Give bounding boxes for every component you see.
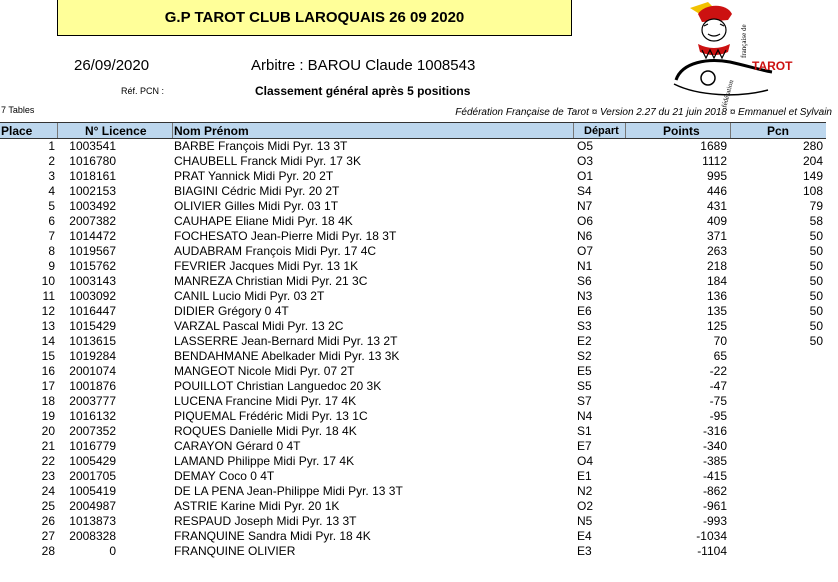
- cell-nom: DIDIER Grégory 0 4T: [174, 304, 289, 318]
- cell-points: 135: [706, 304, 727, 318]
- cell-depart: E7: [577, 439, 592, 453]
- cell-nom: PRAT Yannick Midi Pyr. 20 2T: [174, 169, 334, 183]
- table-row: [0, 214, 838, 229]
- cell-licence: 1001876: [69, 379, 116, 393]
- cell-place: 28: [41, 544, 55, 558]
- cell-place: 3: [48, 169, 55, 183]
- table-row: [0, 244, 838, 259]
- cell-place: 9: [48, 259, 55, 273]
- col-header-pcn: Pcn: [767, 124, 790, 138]
- ranking-table: [0, 139, 838, 559]
- table-row: [0, 424, 838, 439]
- cell-nom: AUDABRAM François Midi Pyr. 17 4C: [174, 244, 377, 258]
- cell-licence: 1003092: [69, 289, 116, 303]
- cell-licence: 1013873: [69, 514, 116, 528]
- cell-pcn: 50: [809, 289, 823, 303]
- cell-nom: BENDAHMANE Abelkader Midi Pyr. 13 3K: [174, 349, 400, 363]
- table-row: [0, 334, 838, 349]
- cell-licence: 2008328: [69, 529, 116, 543]
- cell-nom: FOCHESATO Jean-Pierre Midi Pyr. 18 3T: [174, 229, 397, 243]
- ref-pcn-label: Réf. PCN :: [121, 86, 165, 96]
- cell-nom: BIAGINI Cédric Midi Pyr. 20 2T: [174, 184, 340, 198]
- cell-licence: 2001074: [69, 364, 116, 378]
- cell-depart: S6: [577, 274, 592, 288]
- cell-points: 431: [706, 199, 727, 213]
- cell-pcn: 79: [809, 199, 823, 213]
- cell-pcn: 204: [802, 154, 823, 168]
- classement-subtitle: Classement général après 5 positions: [255, 84, 471, 98]
- cell-depart: N2: [577, 484, 593, 498]
- cell-nom: CANIL Lucio Midi Pyr. 03 2T: [174, 289, 325, 303]
- cell-licence: 1002153: [69, 184, 116, 198]
- cell-licence: 1015429: [69, 319, 116, 333]
- cell-place: 25: [41, 499, 55, 513]
- cell-place: 7: [48, 229, 55, 243]
- cell-depart: O5: [577, 139, 594, 153]
- cell-points: 218: [706, 259, 727, 273]
- table-row: [0, 319, 838, 334]
- cell-nom: DEMAY Coco 0 4T: [174, 469, 275, 483]
- cell-licence: 1016780: [69, 154, 116, 168]
- cell-pcn: 50: [809, 274, 823, 288]
- col-header-points: Points: [663, 124, 700, 138]
- arbitre-label: Arbitre : BAROU Claude 1008543: [251, 57, 476, 74]
- table-row: [0, 544, 838, 559]
- cell-points: 125: [706, 319, 727, 333]
- table-row: [0, 364, 838, 379]
- cell-points: 1689: [700, 139, 727, 153]
- cell-depart: N3: [577, 289, 593, 303]
- cell-place: 11: [42, 289, 55, 303]
- cell-place: 18: [41, 394, 55, 408]
- table-row: [0, 289, 838, 304]
- table-row: [0, 199, 838, 214]
- cell-points: -862: [702, 484, 727, 498]
- table-row: [0, 349, 838, 364]
- cell-points: 263: [706, 244, 727, 258]
- cell-points: -316: [702, 424, 727, 438]
- cell-depart: O2: [577, 499, 594, 513]
- cell-licence: 1003143: [69, 274, 116, 288]
- table-row: [0, 409, 838, 424]
- cell-nom: RESPAUD Joseph Midi Pyr. 13 3T: [174, 514, 357, 528]
- cell-depart: O3: [577, 154, 594, 168]
- cell-pcn: 149: [802, 169, 823, 183]
- cell-nom: PIQUEMAL Frédéric Midi Pyr. 13 1C: [174, 409, 368, 423]
- cell-licence: 1019567: [69, 244, 116, 258]
- cell-place: 26: [41, 514, 55, 528]
- cell-nom: ASTRIE Karine Midi Pyr. 20 1K: [174, 499, 340, 513]
- cell-licence: 1018161: [69, 169, 116, 183]
- cell-licence: 2007352: [69, 424, 116, 438]
- cell-pcn: 50: [809, 244, 823, 258]
- table-row: [0, 139, 838, 154]
- cell-place: 15: [41, 349, 55, 363]
- cell-place: 8: [48, 244, 55, 258]
- cell-points: 371: [706, 229, 727, 243]
- table-row: [0, 259, 838, 274]
- cell-licence: 2001705: [69, 469, 116, 483]
- cell-depart: O6: [577, 214, 594, 228]
- cell-depart: S2: [577, 349, 592, 363]
- col-header-place: Place: [1, 124, 33, 138]
- table-row: [0, 229, 838, 244]
- cell-place: 4: [48, 184, 55, 198]
- cell-depart: E6: [577, 304, 592, 318]
- cell-pcn: 58: [809, 214, 823, 228]
- cell-place: 13: [41, 319, 55, 333]
- cell-depart: E3: [577, 544, 592, 558]
- cell-points: 65: [713, 349, 727, 363]
- cell-licence: 1005419: [69, 484, 116, 498]
- cell-place: 5: [48, 199, 55, 213]
- table-header: [0, 122, 826, 139]
- cell-points: -1034: [696, 529, 727, 543]
- cell-place: 20: [41, 424, 55, 438]
- cell-depart: N7: [577, 199, 593, 213]
- cell-nom: CARAYON Gérard 0 4T: [174, 439, 301, 453]
- cell-place: 19: [41, 409, 55, 423]
- cell-pcn: 50: [809, 334, 823, 348]
- cell-nom: LASSERRE Jean-Bernard Midi Pyr. 13 2T: [174, 334, 398, 348]
- federation-credit: Fédération Française de Tarot ¤ Version 2.27 du 21 juin 2018 ¤ Emmanuel et Sylvain: [455, 107, 832, 118]
- col-header-depart: Départ: [584, 125, 619, 137]
- cell-pcn: 50: [809, 229, 823, 243]
- cell-points: -993: [702, 514, 727, 528]
- table-row: [0, 169, 838, 184]
- cell-nom: CAUHAPE Eliane Midi Pyr. 18 4K: [174, 214, 353, 228]
- cell-licence: 1003541: [69, 139, 116, 153]
- table-row: [0, 184, 838, 199]
- cell-depart: N4: [577, 409, 593, 423]
- cell-points: -961: [702, 499, 727, 513]
- table-row: [0, 154, 838, 169]
- cell-place: 16: [41, 364, 55, 378]
- cell-points: -340: [702, 439, 727, 453]
- cell-place: 27: [41, 529, 55, 543]
- cell-nom: FRANQUINE OLIVIER: [174, 544, 296, 558]
- page-title: G.P TAROT CLUB LAROQUAIS 26 09 2020: [57, 0, 572, 36]
- cell-nom: DE LA PENA Jean-Philippe Midi Pyr. 13 3T: [174, 484, 403, 498]
- cell-nom: FRANQUINE Sandra Midi Pyr. 18 4K: [174, 529, 371, 543]
- cell-depart: O7: [577, 244, 594, 258]
- cell-place: 23: [41, 469, 55, 483]
- logo-text-tarot: TAROT: [752, 59, 793, 73]
- cell-points: -385: [702, 454, 727, 468]
- cell-depart: S5: [577, 379, 592, 393]
- cell-points: 409: [706, 214, 727, 228]
- table-row: [0, 454, 838, 469]
- cell-licence: 1013615: [69, 334, 116, 348]
- cell-depart: E1: [577, 469, 592, 483]
- cell-licence: 1015762: [69, 259, 116, 273]
- cell-depart: N5: [577, 514, 593, 528]
- cell-licence: 2003777: [69, 394, 116, 408]
- cell-points: 70: [713, 334, 727, 348]
- cell-depart: E2: [577, 334, 592, 348]
- cell-nom: LAMAND Philippe Midi Pyr. 17 4K: [174, 454, 355, 468]
- cell-depart: S1: [577, 424, 592, 438]
- cell-licence: 2007382: [69, 214, 116, 228]
- cell-nom: OLIVIER Gilles Midi Pyr. 03 1T: [174, 199, 339, 213]
- cell-pcn: 50: [809, 304, 823, 318]
- cell-depart: O4: [577, 454, 594, 468]
- tables-count: 7 Tables: [1, 105, 35, 115]
- table-row: [0, 394, 838, 409]
- cell-nom: VARZAL Pascal Midi Pyr. 13 2C: [174, 319, 344, 333]
- table-row: [0, 274, 838, 289]
- cell-licence: 1005429: [69, 454, 116, 468]
- cell-pcn: 108: [802, 184, 823, 198]
- cell-points: -95: [709, 409, 727, 423]
- cell-points: 995: [706, 169, 727, 183]
- logo-text-francaise: française de: [740, 24, 748, 58]
- cell-licence: 1014472: [69, 229, 116, 243]
- table-row: [0, 499, 838, 514]
- cell-nom: BARBE François Midi Pyr. 13 3T: [174, 139, 348, 153]
- cell-licence: 1016132: [69, 409, 116, 423]
- cell-points: 1112: [702, 154, 727, 168]
- cell-depart: S7: [577, 394, 592, 408]
- cell-place: 1: [48, 139, 55, 153]
- cell-nom: LUCENA Francine Midi Pyr. 17 4K: [174, 394, 357, 408]
- cell-depart: S3: [577, 319, 592, 333]
- tournament-date: 26/09/2020: [74, 57, 150, 74]
- cell-points: -1104: [697, 544, 727, 558]
- tarot-federation-logo: [668, 0, 793, 110]
- cell-pcn: 280: [802, 139, 823, 153]
- cell-nom: ROQUES Danielle Midi Pyr. 18 4K: [174, 424, 357, 438]
- cell-place: 21: [41, 439, 55, 453]
- logo-text-federation: fédération: [720, 79, 736, 109]
- cell-points: 446: [706, 184, 727, 198]
- cell-depart: E5: [577, 364, 592, 378]
- cell-place: 17: [41, 379, 55, 393]
- col-header-nom: Nom Prénom: [174, 124, 249, 138]
- cell-depart: S4: [577, 184, 592, 198]
- table-row: [0, 484, 838, 499]
- cell-points: 184: [706, 274, 727, 288]
- cell-licence: 1016779: [69, 439, 116, 453]
- col-header-licence: N° Licence: [85, 124, 147, 138]
- cell-place: 14: [41, 334, 55, 348]
- cell-points: -47: [709, 379, 727, 393]
- table-row: [0, 529, 838, 544]
- cell-points: -415: [702, 469, 727, 483]
- table-row: [0, 469, 838, 484]
- cell-nom: CHAUBELL Franck Midi Pyr. 17 3K: [174, 154, 361, 168]
- table-row: [0, 304, 838, 319]
- cell-nom: MANGEOT Nicole Midi Pyr. 07 2T: [174, 364, 355, 378]
- cell-place: 2: [48, 154, 55, 168]
- cell-licence: 1003492: [69, 199, 116, 213]
- cell-place: 10: [41, 274, 55, 288]
- cell-nom: MANREZA Christian Midi Pyr. 21 3C: [174, 274, 368, 288]
- cell-nom: FEVRIER Jacques Midi Pyr. 13 1K: [174, 259, 359, 273]
- cell-pcn: 50: [809, 319, 823, 333]
- cell-points: -75: [709, 394, 727, 408]
- cell-place: 22: [41, 454, 55, 468]
- cell-depart: E4: [577, 529, 592, 543]
- cell-points: -22: [709, 364, 727, 378]
- cell-licence: 2004987: [69, 499, 116, 513]
- cell-nom: POUILLOT Christian Languedoc 20 3K: [174, 379, 382, 393]
- cell-depart: N6: [577, 229, 593, 243]
- table-row: [0, 379, 838, 394]
- cell-depart: N1: [577, 259, 593, 273]
- cell-pcn: 50: [809, 259, 823, 273]
- cell-place: 12: [41, 304, 55, 318]
- cell-licence: 0: [109, 544, 116, 558]
- cell-place: 24: [41, 484, 55, 498]
- cell-points: 136: [706, 289, 727, 303]
- table-row: [0, 514, 838, 529]
- cell-licence: 1019284: [69, 349, 116, 363]
- table-row: [0, 439, 838, 454]
- cell-depart: O1: [577, 169, 594, 183]
- cell-place: 6: [48, 214, 55, 228]
- cell-licence: 1016447: [69, 304, 116, 318]
